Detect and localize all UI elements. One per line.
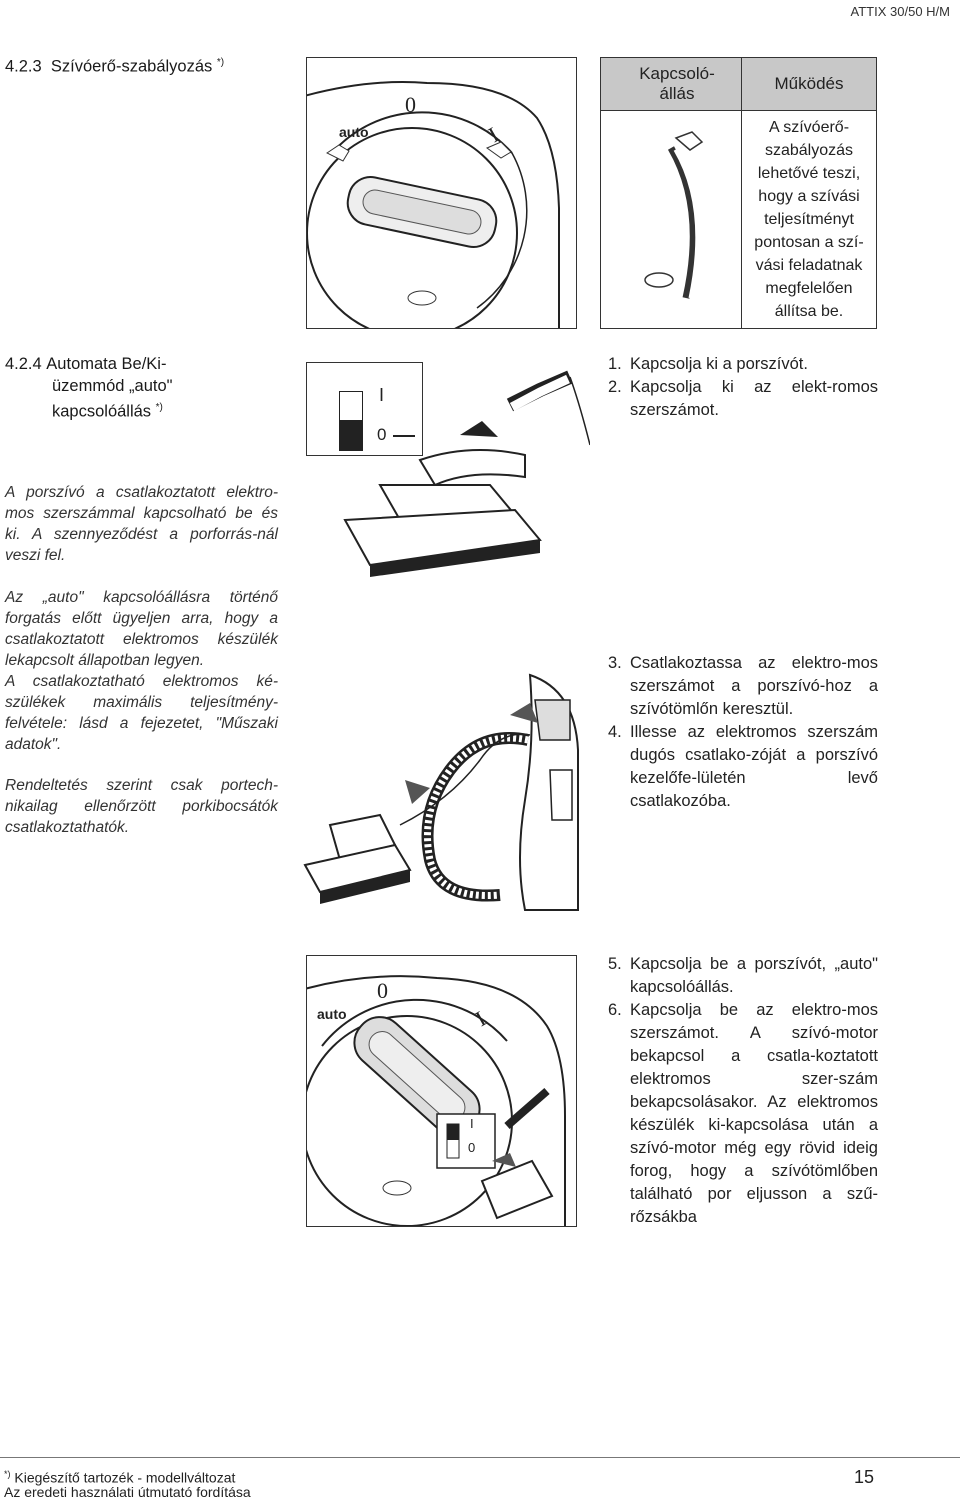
tool-and-hose-illustration	[340, 365, 590, 595]
footnote-mark: *)	[155, 402, 163, 413]
paragraph-dust-extractors: Rendeltetés szerint csak portech-nikailag ellenőrzött porkibocsátók csatlakoztathatók.	[5, 777, 278, 836]
paragraph-operation: A porszívó a csatlakoztatott elektro-mos szerszámmal kapcsolható be és ki. A szennyeződést a porforrás-nál veszi fel.	[5, 484, 278, 564]
dial-label-auto: auto	[317, 1006, 347, 1022]
document-id: ATTIX 30/50 H/M	[850, 4, 950, 19]
footnote-mark: *)	[216, 57, 225, 68]
table-header-switch-position: Kapcsoló- állás	[601, 58, 753, 111]
step-number: 4.	[608, 723, 622, 741]
step-text: Csatlakoztassa az elektro-mos szerszámot a porszívó-hoz a szívótömlőn keresztül.	[630, 654, 878, 718]
paragraph-power-limit: A csatlakoztatható elektromos ké-szülékek maximális teljesítmény-felvétele: lásd a fejezetet, "Műszaki adatok".	[5, 673, 278, 753]
steps-1-2	[608, 353, 878, 422]
section-title-line3: kapcsolóállás	[52, 402, 152, 421]
dial-label-zero: 0	[405, 92, 416, 117]
step-item	[608, 376, 878, 422]
vacuum-connection-illustration	[300, 660, 580, 915]
function-description: A szívóerő- szabályozás lehetővé teszi, hogy a szívási teljesítményt pontosan a szí- vási feladatnak megfelelően állítsa be.	[754, 119, 864, 320]
footer-divider	[0, 1457, 960, 1458]
switch-label-on: I	[379, 385, 385, 405]
section-423-heading	[5, 52, 224, 78]
section-number: 4.2.3	[5, 57, 42, 76]
dial-label-one: I	[483, 121, 503, 148]
step-text: Kapcsolja ki a porszívót.	[630, 355, 808, 373]
suction-scale-icon	[631, 128, 731, 328]
step-item	[608, 652, 878, 721]
paragraph-warning: Az „auto" kapcsolóállásra történő forgatás előtt ügyeljen arra, hogy a csatlakoztatott elektromos készülék lekapcsolt állapotban legyen.	[5, 589, 278, 669]
footnote-mark: *)	[4, 1469, 11, 1479]
step-number: 6.	[608, 1001, 622, 1019]
dial-label-one: I	[470, 1005, 490, 1032]
steps-3-4	[608, 652, 878, 813]
switch-label-off: 0	[377, 425, 387, 444]
dial-label-zero: 0	[377, 978, 388, 1003]
steps-5-6	[608, 953, 878, 1229]
step-text: Illesse az elektromos szerszám dugós csatlako-zóját a porszívó kezelőfe-lületén levő csatlakozóba.	[630, 723, 878, 810]
section-number: 4.2.4	[5, 355, 42, 373]
table-header-function: Működés	[742, 58, 876, 111]
step-item	[608, 353, 878, 376]
section-title-line2: üzemmód „auto"	[52, 377, 173, 395]
section-424-heading	[5, 353, 275, 423]
dial-illustration	[307, 58, 576, 328]
switch-label-on: I	[470, 1116, 474, 1131]
suction-dial-figure	[306, 57, 577, 329]
step-item	[608, 999, 878, 1229]
function-table	[600, 57, 877, 329]
section-title: Szívóerő-szabályozás	[50, 57, 213, 76]
step-number: 5.	[608, 955, 622, 973]
section-title-line1: Automata Be/Ki-	[46, 355, 167, 373]
step-text: Kapcsolja be a porszívót, „auto" kapcsolóállás.	[630, 955, 878, 996]
footer-translation-note: Az eredeti használati útmutató fordítása	[4, 1484, 251, 1500]
step-number: 1.	[608, 355, 622, 373]
step-item	[608, 721, 878, 813]
auto-dial-illustration	[307, 956, 576, 1226]
step-item	[608, 953, 878, 999]
page-number: 15	[853, 1467, 874, 1487]
auto-mode-figure	[306, 955, 577, 1227]
step-text: Kapcsolja ki az elekt-romos szerszámot.	[630, 378, 878, 419]
switch-label-off: 0	[468, 1140, 476, 1155]
step-number: 3.	[608, 654, 622, 672]
footer-note: Kiegészítő tartozék - modellváltozat	[14, 1469, 236, 1486]
step-number: 2.	[608, 378, 622, 396]
step-text: Kapcsolja be az elektro-mos szerszámot. A szívó-motor bekapcsol a csatla-koztatott elektromos szer-szám bekapcsolásakor. Az elektromos készülék ki-kapcsolása után a szívó-motor még egy rövid ideig forog, hogy a szívótömlőben található por eljusson a szű-rőzsákba	[630, 1001, 878, 1226]
dial-label-auto: auto	[339, 124, 369, 140]
